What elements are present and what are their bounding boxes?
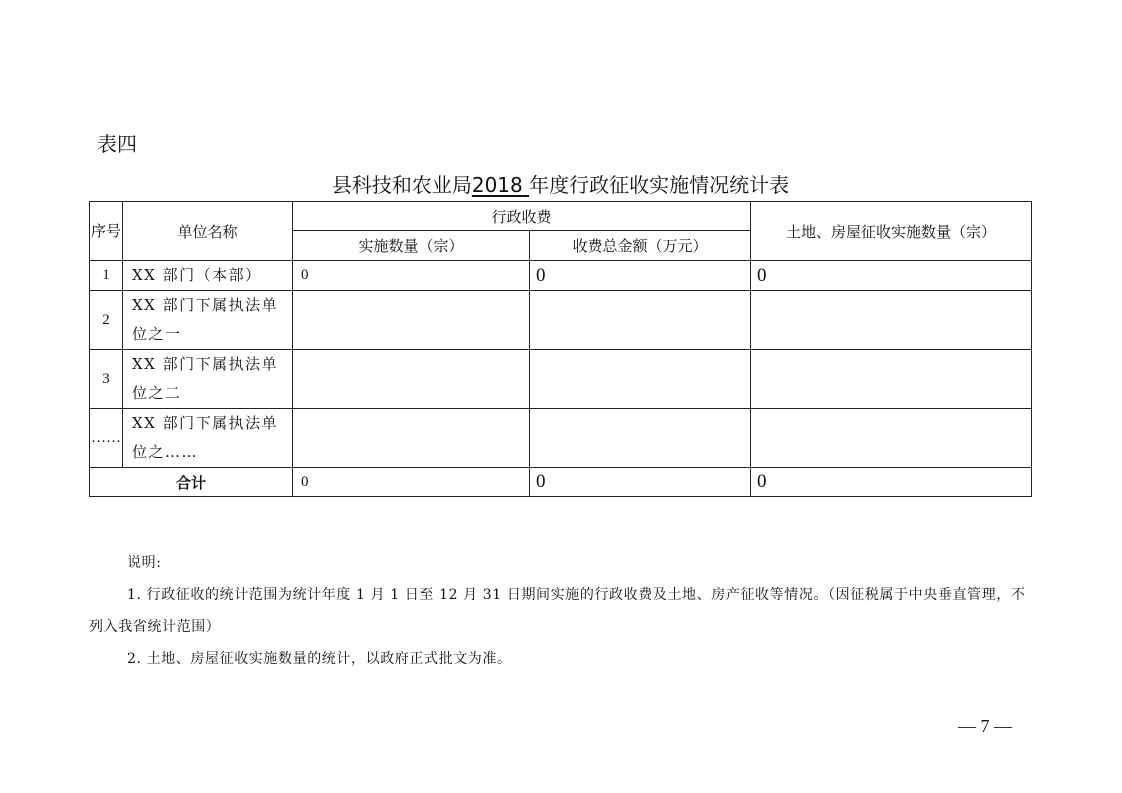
header-impl-count: 实施数量（宗） (293, 231, 530, 261)
row-unit: XX 部门（本部） (123, 261, 293, 291)
row-unit: XX 部门下属执法单位之二 (123, 350, 293, 409)
row-count: 0 (293, 261, 530, 291)
total-label: 合计 (90, 468, 293, 497)
row-unit: XX 部门下属执法单位之…… (123, 409, 293, 468)
row-amount (530, 350, 751, 409)
header-seq: 序号 (90, 202, 123, 261)
table-row (90, 291, 1032, 350)
row-unit: XX 部门下属执法单位之一 (123, 291, 293, 350)
table-row (90, 350, 1032, 409)
header-unit-name: 单位名称 (123, 202, 293, 261)
row-amount (530, 291, 751, 350)
row-land (751, 350, 1032, 409)
row-count (293, 409, 530, 468)
title-prefix: 县科技和农业局 (331, 173, 472, 197)
row-seq: …… (90, 409, 123, 468)
total-land: 0 (751, 468, 1032, 497)
total-count: 0 (293, 468, 530, 497)
statistics-table (89, 201, 1032, 497)
row-seq: 3 (90, 350, 123, 409)
row-count (293, 350, 530, 409)
total-amount: 0 (530, 468, 751, 497)
row-land (751, 291, 1032, 350)
notes-section (89, 547, 1033, 675)
page-number: — 7 — (958, 716, 1012, 736)
title-suffix: 年度行政征收实施情况统计表 (529, 173, 790, 197)
row-land: 0 (751, 261, 1032, 291)
note-item: 2. 土地、房屋征收实施数量的统计，以政府正式批文为准。 (127, 651, 512, 667)
row-seq: 2 (90, 291, 123, 350)
row-amount (530, 409, 751, 468)
row-land (751, 409, 1032, 468)
header-total-amount: 收费总金额（万元） (530, 231, 751, 261)
total-row (90, 468, 1032, 497)
row-seq: 1 (90, 261, 123, 291)
title-year: 2018 (471, 173, 523, 197)
notes-heading: 说明: (127, 555, 162, 571)
table-row (90, 409, 1032, 468)
table-label: 表四 (97, 132, 137, 156)
header-land-count: 土地、房屋征收实施数量（宗） (751, 202, 1032, 261)
header-admin-fee: 行政收费 (293, 202, 751, 231)
table-row (90, 261, 1032, 291)
row-count (293, 291, 530, 350)
note-item: 1. 行政征收的统计范围为统计年度 1 月 1 日至 12 月 31 日期间实施的行政收费及土地、房产征收等情况。（因征税属于中央垂直管理，不列入我省统计范围） (89, 587, 1026, 635)
document-title (90, 170, 1031, 200)
row-amount: 0 (530, 261, 751, 291)
